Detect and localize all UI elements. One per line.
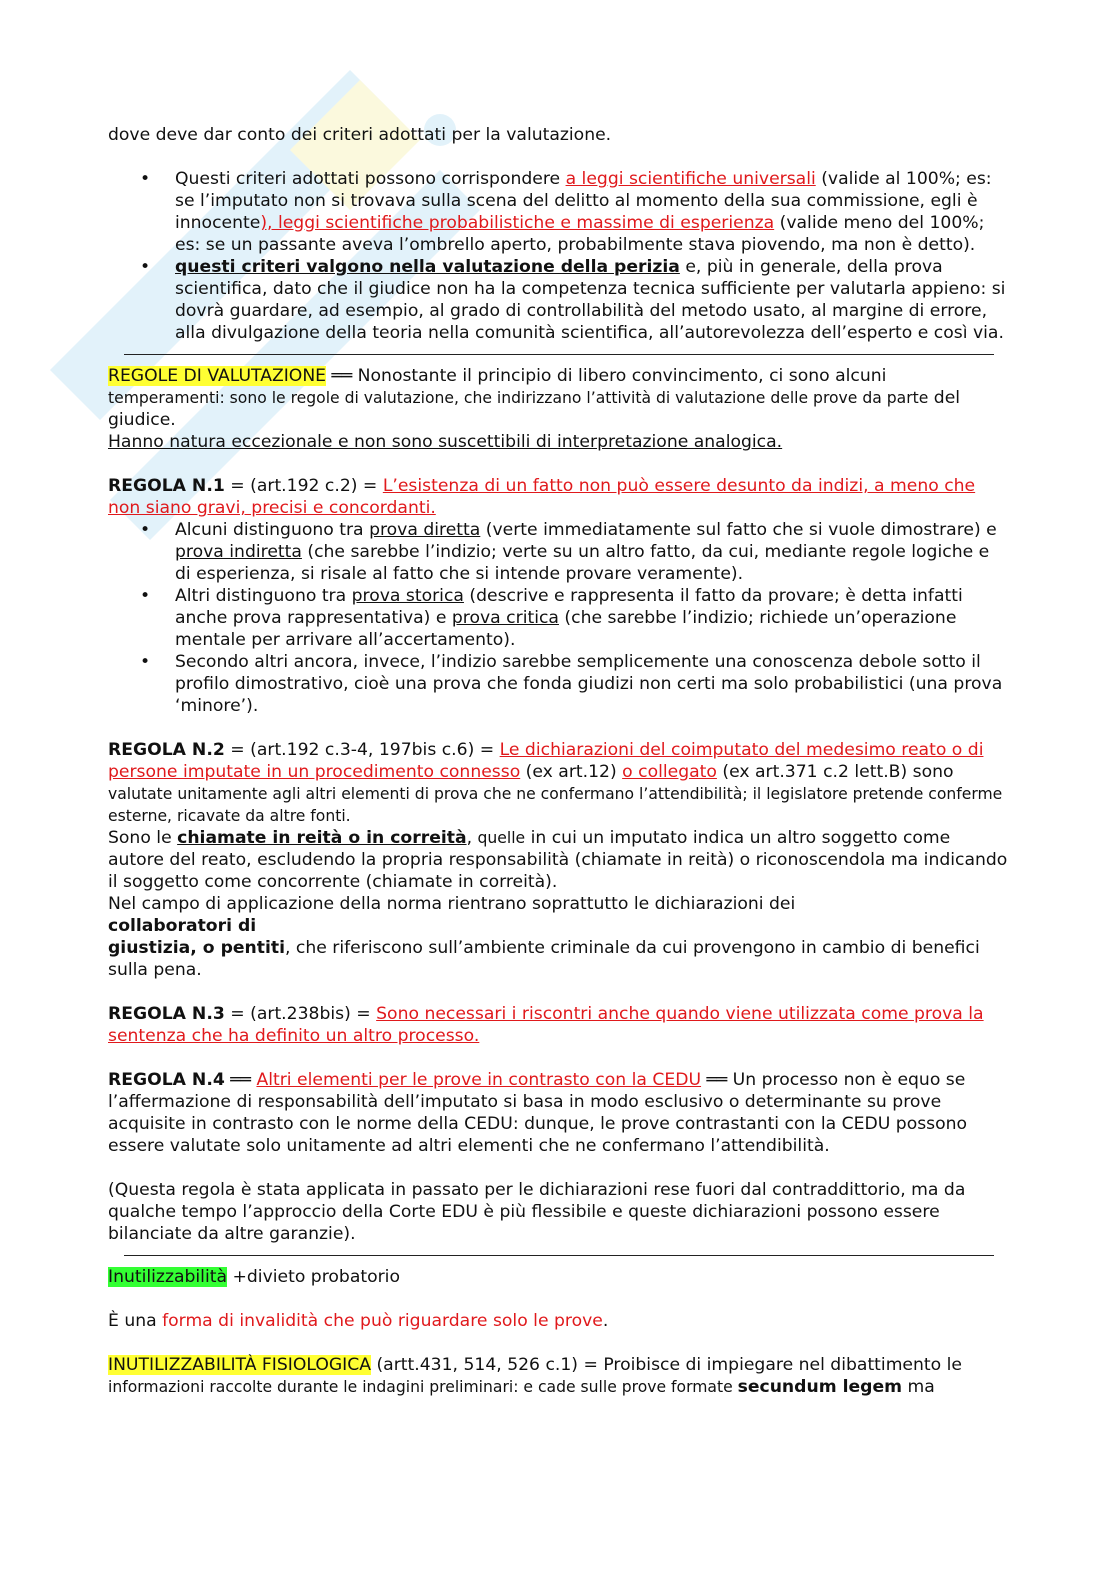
regola-4-note: (Questa regola è stata applicata in passato per le dichiarazioni rese fuori dal contraddittorio, ma da qualche tempo l’approccio della Corte EDU è più flessibile e queste dichiarazioni possono essere bilanciate da altre garanzie). bbox=[108, 1180, 966, 1244]
section-divider bbox=[124, 1255, 994, 1256]
section-divider bbox=[124, 354, 994, 355]
regole-title: REGOLE DI VALUTAZIONE bbox=[108, 366, 327, 386]
criteria-list bbox=[108, 168, 1008, 344]
document-body bbox=[108, 124, 1008, 1398]
list-item: • Questi criteri adottati possono corrispondere a leggi scientifiche universali (valide al 100%; es: se l’imputato non si trovava sulla scena del delitto al momento della sua commissione, egli è innocente), leggi scientifiche probabilistiche e massime di esperienza (valide meno del 100%; es: se un passante aveva l’ombrello aperto, probabilmente stava piovendo, ma non è detto). bbox=[108, 168, 1008, 256]
inutilizzabilita-definition: È una forma di invalidità che può riguardare solo le prove. bbox=[108, 1311, 609, 1331]
list-item: • Alcuni distinguono tra prova diretta (verte immediatamente sul fatto che si vuole dimostrare) e prova indiretta (che sarebbe l’indizio; verte su un altro fatto, da cui, mediante regole logiche e di esperienza, si risale al fatto che si intende provare veramente). bbox=[108, 519, 1008, 585]
regole-note: Hanno natura eccezionale e non sono suscettibili di interpretazione analogica. bbox=[108, 432, 783, 452]
list-item: • Altri distinguono tra prova storica (descrive e rappresenta il fatto da provare; è detta infatti anche prova rappresentativa) e prova critica (che sarebbe l’indizio; richiede un’operazione mentale per arrivare all’accertamento). bbox=[108, 585, 1008, 651]
chiamate-paragraph: Sono le chiamate in reità o in correità, quelle in cui un imputato indica un altro soggetto come autore del reato, escludendo la propria responsabilità (chiamate in reità) o riconoscendola ma indicando il soggetto come concorrente (chiamate in correità). bbox=[108, 828, 1008, 892]
regola-3: REGOLA N.3 = (art.238bis) = Sono necessari i riscontri anche quando viene utilizzata come prova la sentenza che ha definito un altro processo. bbox=[108, 1004, 984, 1046]
list-item: • Secondo altri ancora, invece, l’indizio sarebbe semplicemente una conoscenza debole sotto il profilo dimostrativo, cioè una prova che fonda giudizi non certi ma solo probabilistici (una prova ‘minore’). bbox=[108, 651, 1008, 717]
collaboratori-paragraph: Nel campo di applicazione della norma rientrano soprattutto le dichiarazioni dei collaboratori di giustizia, o pentiti, che riferiscono sull’ambiente criminale da cui provengono in cambio di benefici sulla pena. bbox=[108, 894, 980, 980]
regole-paragraph: REGOLE DI VALUTAZIONE ══ Nonostante il principio di libero convincimento, ci sono alcuni temperamenti: sono le regole di valutazione, che indirizzano l’attività di valutazione delle prove da parte del giudice. bbox=[108, 366, 961, 430]
list-item: • questi criteri valgono nella valutazione della perizia e, più in generale, della prova scientifica, dato che il giudice non ha la competenza tecnica sufficiente per valutarla appieno: si dovrà guardare, ad esempio, al grado di controllabilità del metodo usato, al margine di errore, alla divulgazione della teoria nella comunità scientifica, all’autorevolezza dell’esperto e così via. bbox=[108, 256, 1008, 344]
regola-1: REGOLA N.1 = (art.192 c.2) = L’esistenza di un fatto non può essere desunto da indizi, a meno che non siano gravi, precisi e concordanti. bbox=[108, 476, 976, 518]
inutilizzabilita-heading: Inutilizzabilità +divieto probatorio bbox=[108, 1267, 400, 1287]
inutilizzabilita-fisiologica: INUTILIZZABILITÀ FISIOLOGICA (artt.431, 514, 526 c.1) = Proibisce di impiegare nel dibattimento le informazioni raccolte durante le indagini preliminari: e cade sulle prove formate secundum legem ma bbox=[108, 1355, 962, 1397]
intro-paragraph: dove deve dar conto dei criteri adottati per la valutazione. bbox=[108, 125, 612, 145]
regola-1-list bbox=[108, 519, 1008, 717]
regola-4: REGOLA N.4 ══ Altri elementi per le prove in contrasto con la CEDU ══ Un processo non è equo se l’affermazione di responsabilità dell’imputato si basa in modo esclusivo o determinante su prove acquisite in contrasto con le norme della CEDU: dunque, le prove contrastanti con la CEDU possono essere valutate solo unitamente ad altri elementi che ne confermano l’attendibilità. bbox=[108, 1070, 968, 1156]
regola-2: REGOLA N.2 = (art.192 c.3-4, 197bis c.6) = Le dichiarazioni del coimputato del medesimo reato o di persone imputate in un procedimento connesso (ex art.12) o collegato (ex art.371 c.2 lett.B) sono valutate unitamente agli altri elementi di prova che ne confermano l’attendibilità; il legislatore pretende conferme esterne, ricavate da altre fonti. bbox=[108, 740, 1003, 825]
